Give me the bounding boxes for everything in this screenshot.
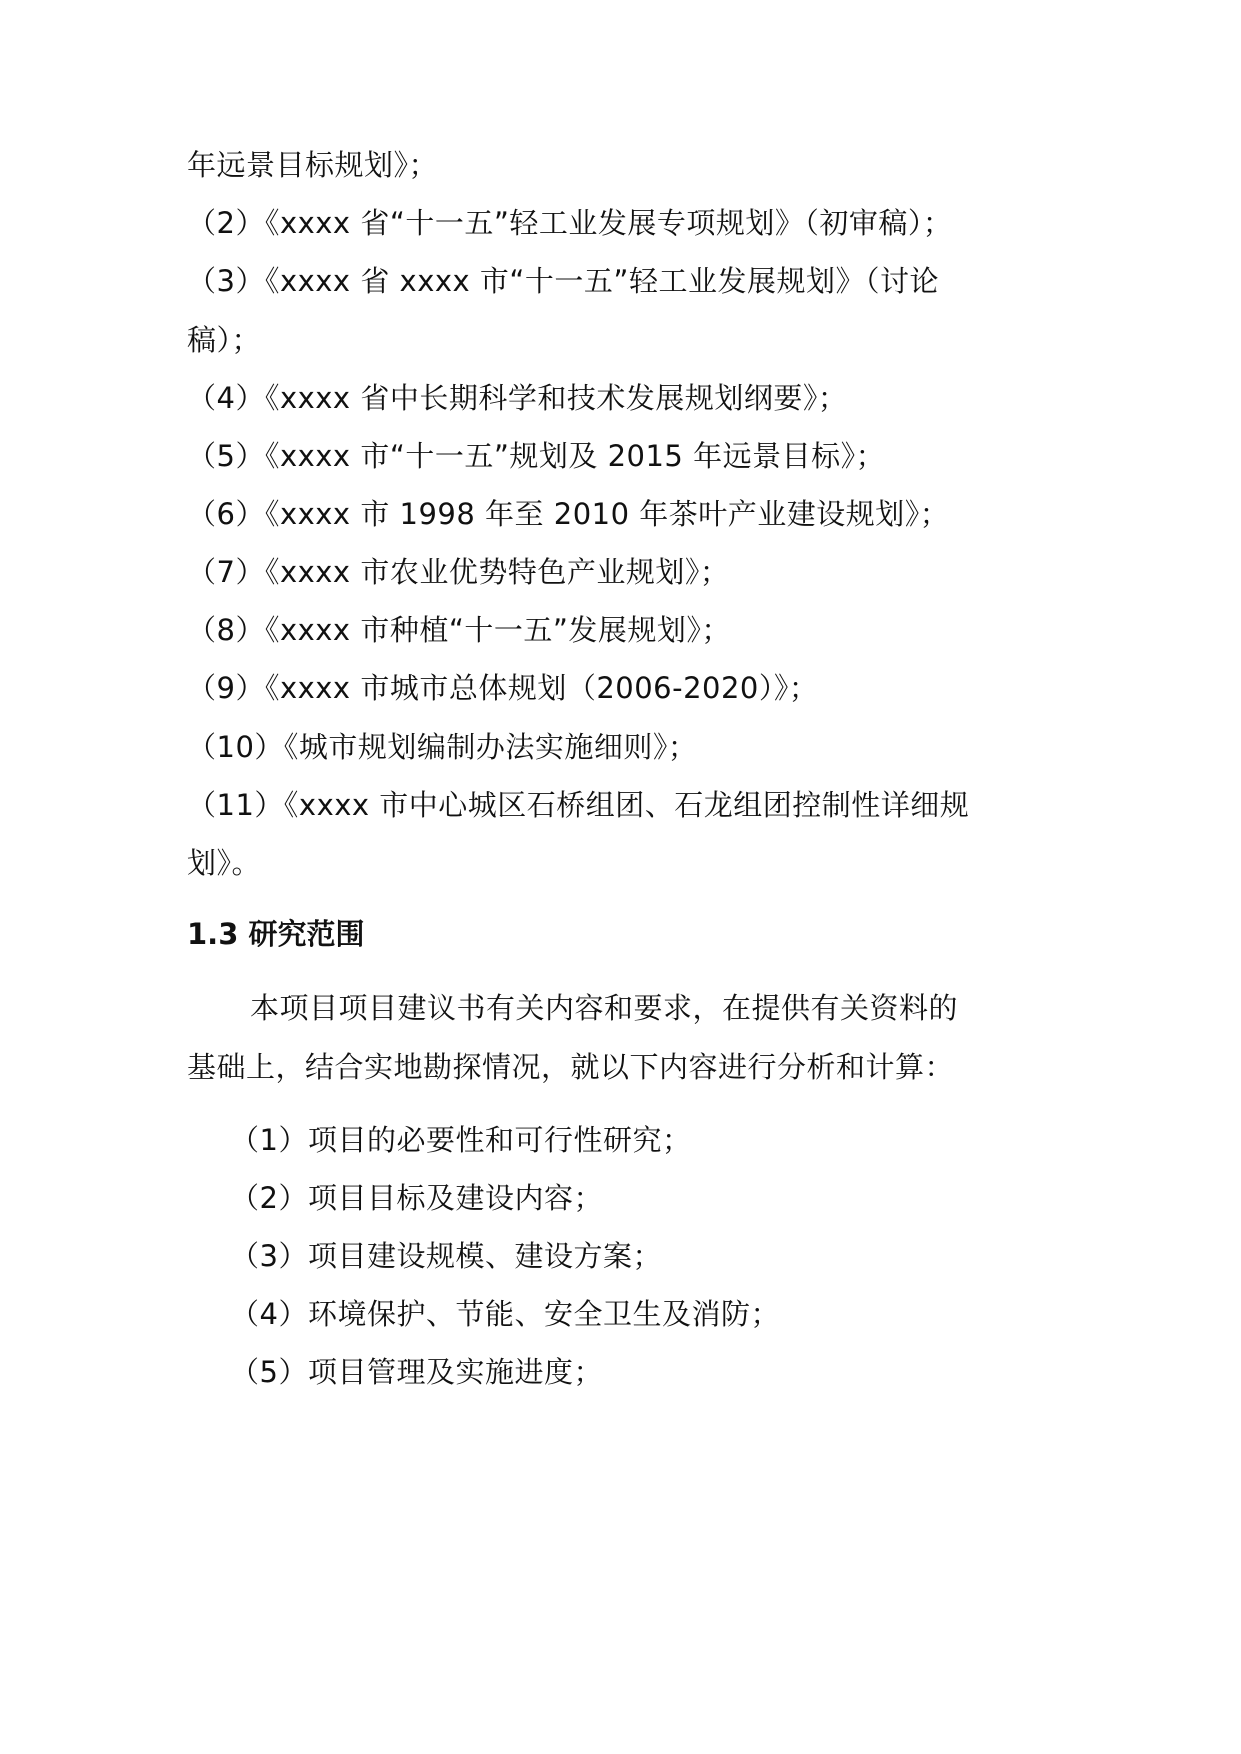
reference-line: （4）《xxxx 省中长期科学和技术发展规划纲要》； [187,381,848,415]
reference-line: 划》。 [187,846,262,880]
intro-paragraph-line: 基础上，结合实地勘探情况，就以下内容进行分析和计算： [187,1050,955,1084]
section-heading: 1.3 研究范围 [187,917,365,951]
reference-line: （10）《城市规划编制办法实施细则》； [187,730,698,764]
reference-line: （9）《xxxx 市城市总体规划（2006-2020）》； [187,671,819,705]
scope-list-item: （1）项目的必要性和可行性研究； [230,1123,692,1157]
reference-line: （6）《xxxx 市 1998 年至 2010 年茶叶产业建设规划》； [187,497,950,531]
reference-line: 年远景目标规划》； [187,148,439,182]
scope-list-item: （4）环境保护、节能、安全卫生及消防； [230,1297,780,1331]
intro-paragraph-line: 本项目项目建议书有关内容和要求，在提供有关资料的 [250,991,959,1025]
reference-line: 稿）； [187,323,262,357]
reference-line: （2）《xxxx 省“十一五”轻工业发展专项规划》（初审稿）； [187,206,953,240]
reference-line: （8）《xxxx 市种植“十一五”发展规划》； [187,613,731,647]
reference-line: （5）《xxxx 市“十一五”规划及 2015 年远景目标》； [187,439,886,473]
reference-line: （7）《xxxx 市农业优势特色产业规划》； [187,555,730,589]
reference-line: （3）《xxxx 省 xxxx 市“十一五”轻工业发展规划》（讨论 [187,264,939,298]
scope-list-item: （3）项目建设规模、建设方案； [230,1239,662,1273]
scope-list-item: （2）项目目标及建设内容； [230,1181,603,1215]
reference-line: （11）《xxxx 市中心城区石桥组团、石龙组团控制性详细规 [187,788,970,822]
scope-list-item: （5）项目管理及实施进度； [230,1355,603,1389]
